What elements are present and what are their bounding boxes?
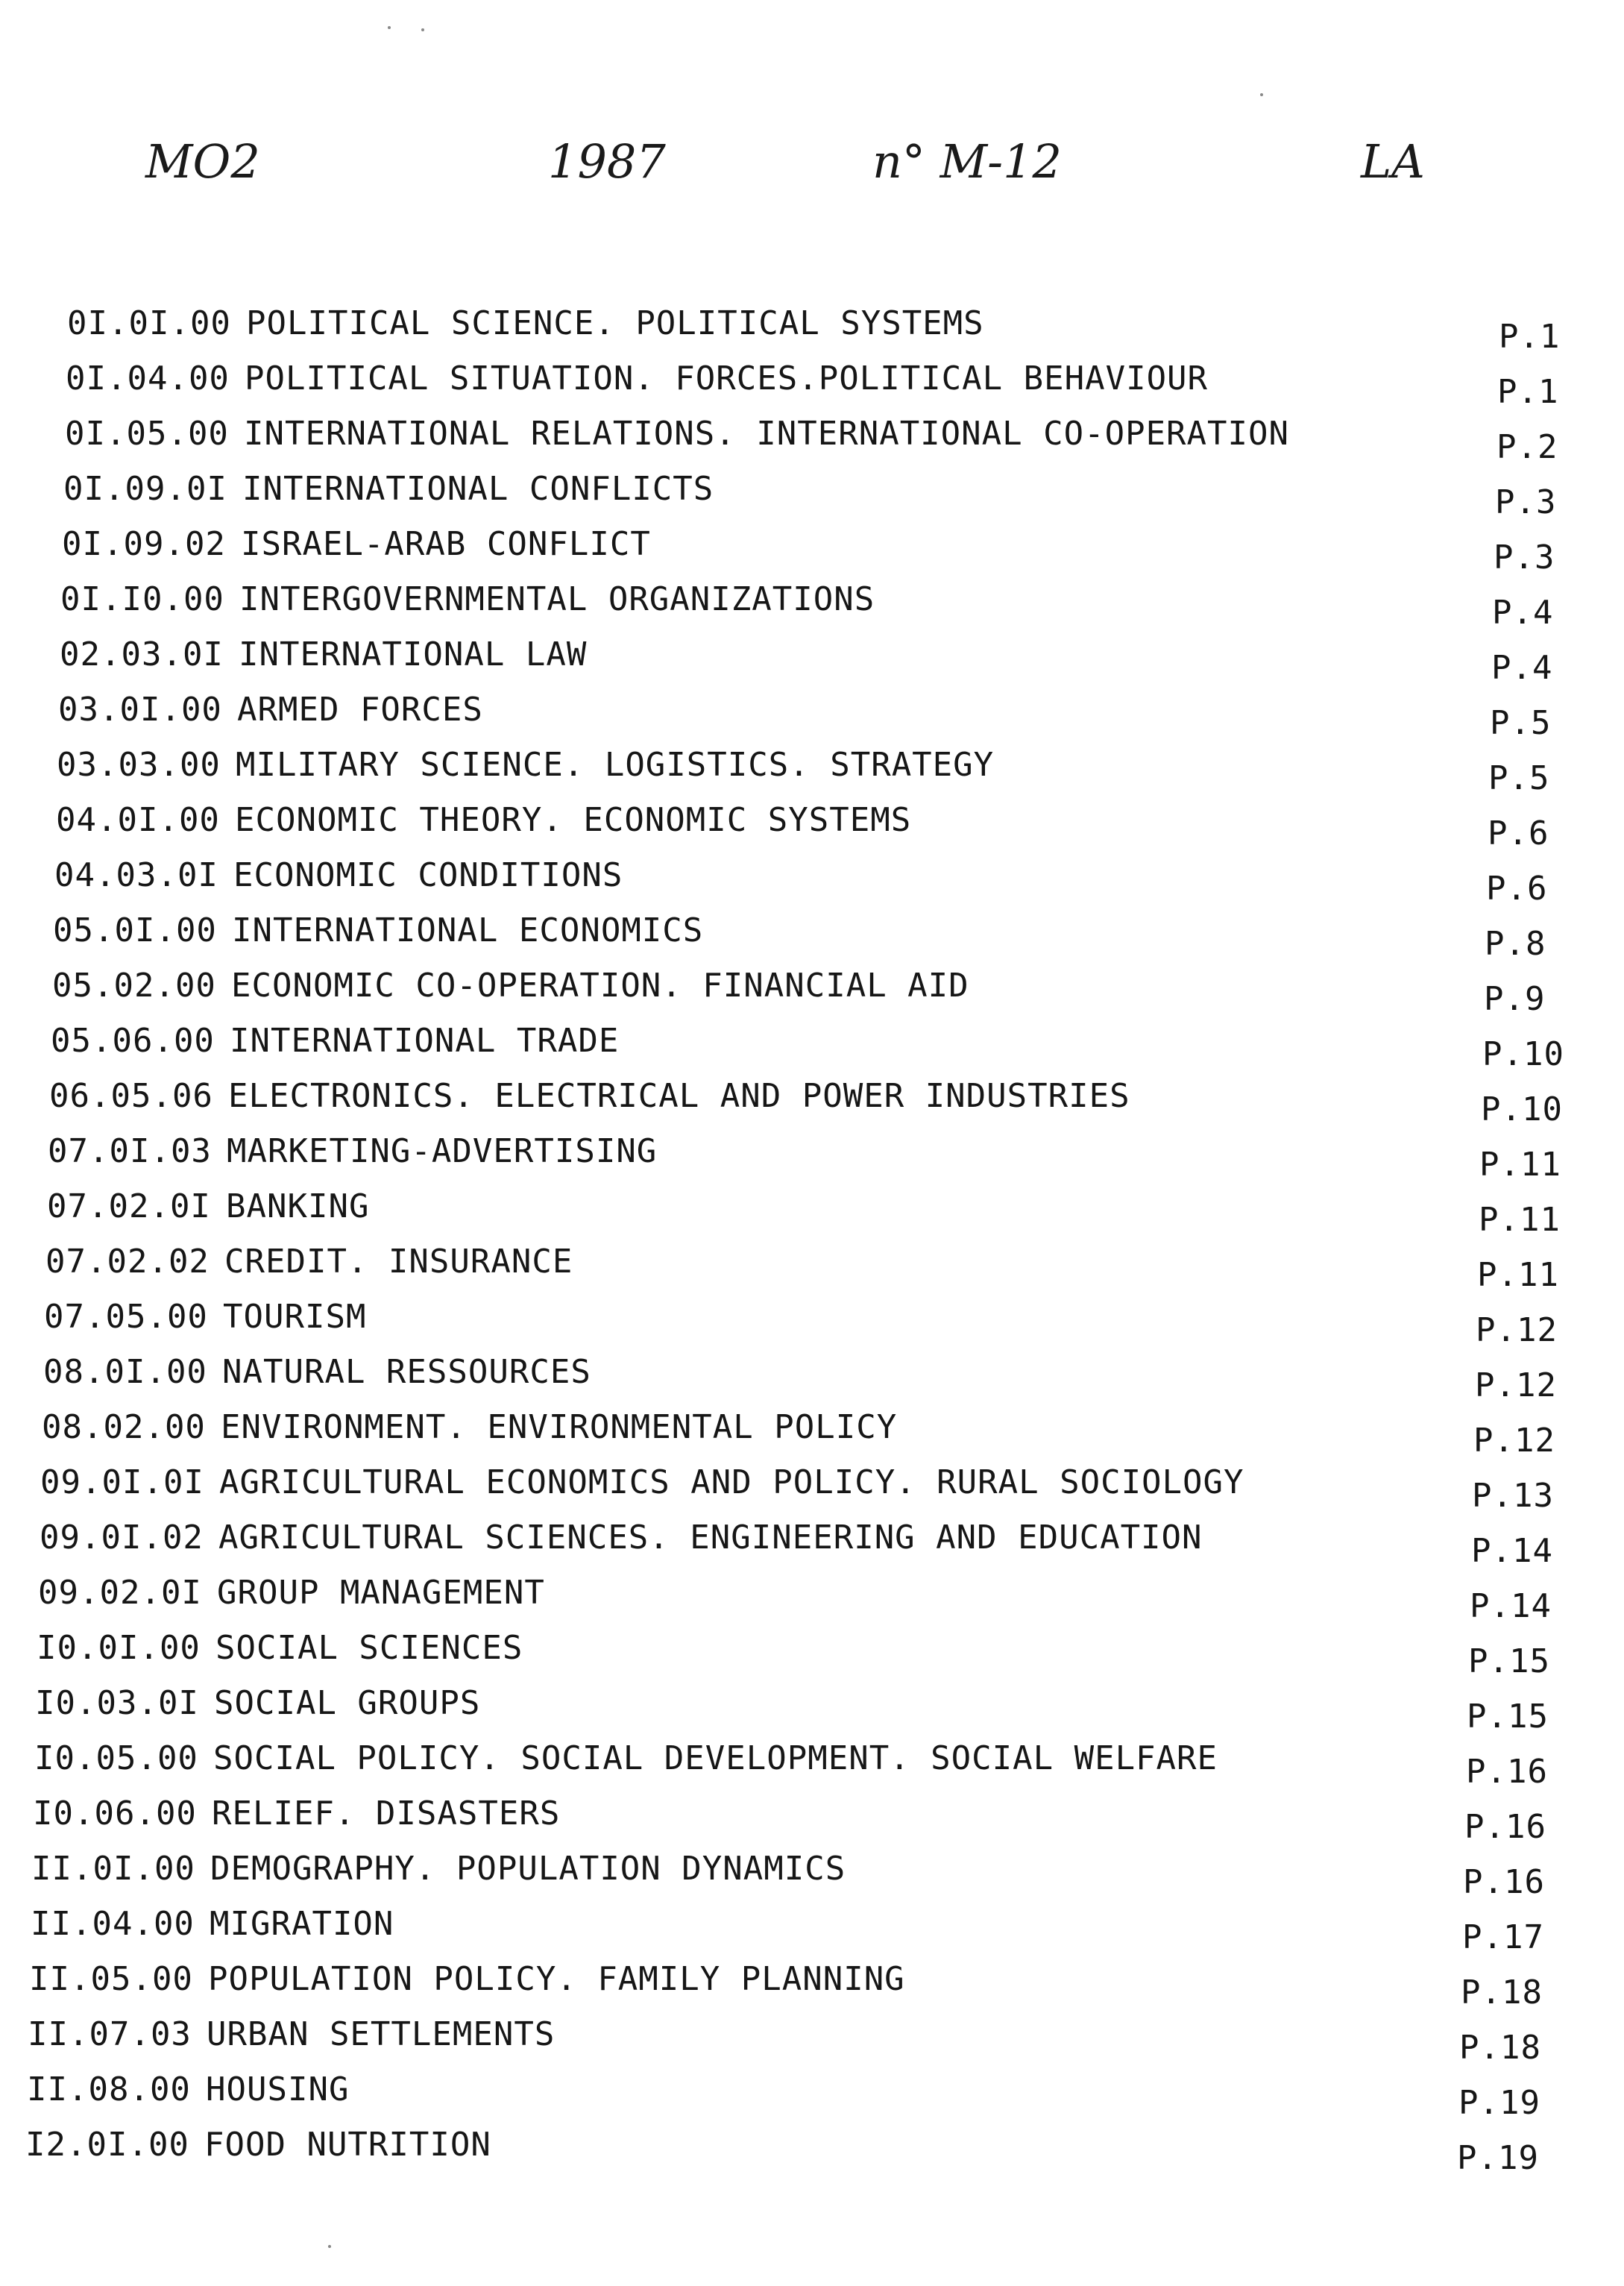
toc-title: INTERNATIONAL RELATIONS. INTERNATIONAL CO-OPERATION <box>244 415 1290 453</box>
toc-entry <box>0 1126 1605 1184</box>
toc-title: ARMED FORCES <box>237 691 483 729</box>
toc-entry <box>0 1402 1599 1460</box>
toc-page: P.12 <box>1473 1422 1555 1460</box>
toc-entry <box>0 1623 1593 1678</box>
toc-code: 04.0I.00 <box>56 801 220 839</box>
toc-page: P.16 <box>1464 1808 1546 1846</box>
toc-code: I0.0I.00 <box>37 1629 201 1667</box>
toc-page: P.12 <box>1475 1366 1557 1404</box>
toc-entry <box>0 850 1611 908</box>
toc-entry <box>0 961 1609 1016</box>
toc-code: 0I.I0.00 <box>60 580 224 618</box>
toc-page: P.13 <box>1472 1477 1554 1515</box>
toc-title: INTERNATIONAL ECONOMICS <box>232 911 704 949</box>
toc-entry <box>0 1347 1600 1402</box>
toc-code: 07.02.0I <box>47 1187 211 1225</box>
toc-page: P.18 <box>1459 2029 1541 2067</box>
toc-title: INTERNATIONAL LAW <box>239 635 588 673</box>
toc-page: P.5 <box>1490 704 1552 742</box>
toc-entry <box>0 795 1613 850</box>
toc-entry <box>0 519 1619 577</box>
toc-title: POLITICAL SITUATION. FORCES.POLITICAL BEHAVIOUR <box>245 359 1209 398</box>
toc-title: NATURAL RESSOURCES <box>222 1353 591 1391</box>
toc-title: INTERNATIONAL CONFLICTS <box>242 470 714 508</box>
toc-title: MILITARY SCIENCE. LOGISTICS. STRATEGY <box>236 746 995 784</box>
toc-code: I0.05.00 <box>34 1739 198 1777</box>
toc-title: SOCIAL SCIENCES <box>215 1629 523 1667</box>
toc-entry <box>0 1899 1587 1954</box>
toc-entry <box>0 629 1617 685</box>
toc-code: I2.0I.00 <box>25 2126 189 2164</box>
toc-entry <box>0 740 1614 795</box>
toc-entry <box>0 1954 1586 2012</box>
toc-title: POLITICAL SCIENCE. POLITICAL SYSTEMS <box>246 304 984 342</box>
toc-title: RELIEF. DISASTERS <box>212 1794 561 1833</box>
toc-page: P.3 <box>1494 538 1555 577</box>
toc-entry <box>0 409 1622 464</box>
toc-page: P.14 <box>1470 1587 1552 1625</box>
toc-title: MIGRATION <box>210 1905 394 1943</box>
toc-page: P.3 <box>1495 483 1557 521</box>
toc-title: ELECTRONICS. ELECTRICAL AND POWER INDUSTRIES <box>228 1077 1130 1115</box>
toc-title: URBAN SETTLEMENTS <box>207 2015 556 2053</box>
toc-entry <box>0 685 1615 740</box>
toc-title: POPULATION POLICY. FAMILY PLANNING <box>208 1960 905 1998</box>
toc-title: INTERGOVERNMENTAL ORGANIZATIONS <box>239 580 875 618</box>
toc-page: P.12 <box>1476 1311 1558 1349</box>
toc-page: P.11 <box>1477 1256 1559 1294</box>
toc-page: P.10 <box>1482 1035 1564 1073</box>
toc-page: P.16 <box>1463 1863 1545 1901</box>
toc-page: P.6 <box>1488 814 1549 852</box>
toc-code: I0.06.00 <box>33 1794 197 1833</box>
toc-page: P.16 <box>1466 1753 1548 1791</box>
toc-entry <box>0 1292 1601 1347</box>
scan-speck <box>421 28 424 31</box>
toc-entry <box>0 1678 1592 1736</box>
toc-code: 07.02.02 <box>45 1243 210 1281</box>
handwritten-header <box>0 119 1624 194</box>
toc-page: P.15 <box>1468 1642 1550 1680</box>
handwritten-language: LA <box>1361 134 1425 189</box>
toc-code: 07.0I.03 <box>48 1132 212 1170</box>
table-of-contents <box>0 298 1624 2175</box>
toc-code: 0I.0I.00 <box>67 304 231 342</box>
toc-code: II.08.00 <box>27 2070 191 2108</box>
toc-title: TOURISM <box>223 1298 367 1336</box>
toc-code: 03.0I.00 <box>58 691 222 729</box>
toc-code: 09.0I.0I <box>40 1463 204 1501</box>
toc-page: P.8 <box>1485 925 1546 963</box>
toc-title: HOUSING <box>206 2070 350 2108</box>
scan-speck <box>388 26 391 29</box>
toc-page: P.15 <box>1467 1698 1549 1736</box>
toc-title: AGRICULTURAL ECONOMICS AND POLICY. RURAL SOCIOLOGY <box>219 1463 1244 1501</box>
toc-entry <box>0 574 1617 632</box>
toc-page: P.4 <box>1491 649 1553 687</box>
toc-code: 09.02.0I <box>38 1574 202 1612</box>
toc-code: II.07.03 <box>28 2015 192 2053</box>
toc-page: P.9 <box>1484 980 1546 1018</box>
toc-entry <box>0 2120 1582 2175</box>
toc-title: MARKETING-ADVERTISING <box>227 1132 658 1170</box>
toc-code: 08.02.00 <box>42 1408 206 1446</box>
toc-entry <box>0 1237 1602 1292</box>
toc-page: P.11 <box>1479 1201 1561 1239</box>
toc-title: SOCIAL GROUPS <box>214 1684 481 1722</box>
toc-entry <box>0 1071 1606 1126</box>
toc-code: 06.05.06 <box>49 1077 213 1115</box>
toc-title: BANKING <box>226 1187 370 1225</box>
toc-title: ISRAEL-ARAB CONFLICT <box>241 525 651 563</box>
toc-page: P.10 <box>1481 1090 1563 1128</box>
toc-entry <box>0 1568 1595 1623</box>
toc-title: AGRICULTURAL SCIENCES. ENGINEERING AND EDUCATION <box>218 1519 1203 1557</box>
handwritten-number: n° M-12 <box>872 134 1062 189</box>
toc-code: 04.03.0I <box>54 856 218 894</box>
toc-title: INTERNATIONAL TRADE <box>230 1022 620 1060</box>
toc-entry <box>0 2064 1584 2120</box>
toc-title: FOOD NUTRITION <box>204 2126 491 2164</box>
toc-entry <box>0 2009 1584 2067</box>
toc-title: ECONOMIC CO-OPERATION. FINANCIAL AID <box>231 967 969 1005</box>
toc-entry <box>0 1181 1604 1237</box>
toc-code: 0I.09.02 <box>62 525 226 563</box>
handwritten-year: 1987 <box>548 134 666 189</box>
toc-page: P.1 <box>1497 373 1559 411</box>
toc-page: P.17 <box>1462 1918 1544 1956</box>
toc-entry <box>0 1789 1590 1844</box>
toc-title: ENVIRONMENT. ENVIRONMENTAL POLICY <box>221 1408 898 1446</box>
toc-entry <box>0 354 1623 409</box>
toc-code: 0I.04.00 <box>66 359 230 398</box>
toc-code: I0.03.0I <box>35 1684 199 1722</box>
toc-code: II.05.00 <box>29 1960 193 1998</box>
toc-entry <box>0 1844 1588 1899</box>
toc-entry <box>0 464 1620 519</box>
toc-page: P.1 <box>1499 318 1561 356</box>
toc-entry <box>0 1457 1597 1513</box>
toc-page: P.4 <box>1492 594 1554 632</box>
toc-page: P.19 <box>1457 2139 1539 2177</box>
toc-code: 0I.09.0I <box>63 470 227 508</box>
toc-code: II.04.00 <box>31 1905 195 1943</box>
toc-page: P.14 <box>1471 1532 1553 1570</box>
toc-code: 05.02.00 <box>52 967 216 1005</box>
toc-title: SOCIAL POLICY. SOCIAL DEVELOPMENT. SOCIAL WELFARE <box>213 1739 1218 1777</box>
toc-page: P.5 <box>1488 759 1550 797</box>
toc-code: 08.0I.00 <box>43 1353 207 1391</box>
toc-code: 0I.05.00 <box>65 415 229 453</box>
toc-title: ECONOMIC THEORY. ECONOMIC SYSTEMS <box>235 801 912 839</box>
toc-page: P.19 <box>1458 2084 1540 2122</box>
toc-title: DEMOGRAPHY. POPULATION DYNAMICS <box>210 1850 846 1888</box>
toc-entry <box>0 905 1610 961</box>
toc-code: II.0I.00 <box>31 1850 195 1888</box>
toc-page: P.6 <box>1486 870 1548 908</box>
toc-code: 07.05.00 <box>44 1298 208 1336</box>
toc-code: 03.03.00 <box>57 746 221 784</box>
toc-page: P.2 <box>1496 428 1558 466</box>
toc-page: P.11 <box>1479 1146 1561 1184</box>
toc-code: 05.0I.00 <box>53 911 217 949</box>
scan-speck <box>1260 93 1263 96</box>
scan-speck <box>328 2245 331 2248</box>
handwritten-code: MO2 <box>145 134 260 189</box>
toc-code: 02.03.0I <box>60 635 224 673</box>
toc-title: CREDIT. INSURANCE <box>224 1243 573 1281</box>
toc-entry <box>0 1016 1608 1071</box>
toc-entry <box>0 1733 1591 1789</box>
toc-code: 05.06.00 <box>51 1022 215 1060</box>
toc-entry <box>0 1513 1596 1568</box>
toc-title: ECONOMIC CONDITIONS <box>233 856 623 894</box>
toc-entry <box>0 298 1624 354</box>
toc-page: P.18 <box>1461 1973 1543 2012</box>
toc-code: 09.0I.02 <box>40 1519 204 1557</box>
toc-title: GROUP MANAGEMENT <box>217 1574 545 1612</box>
